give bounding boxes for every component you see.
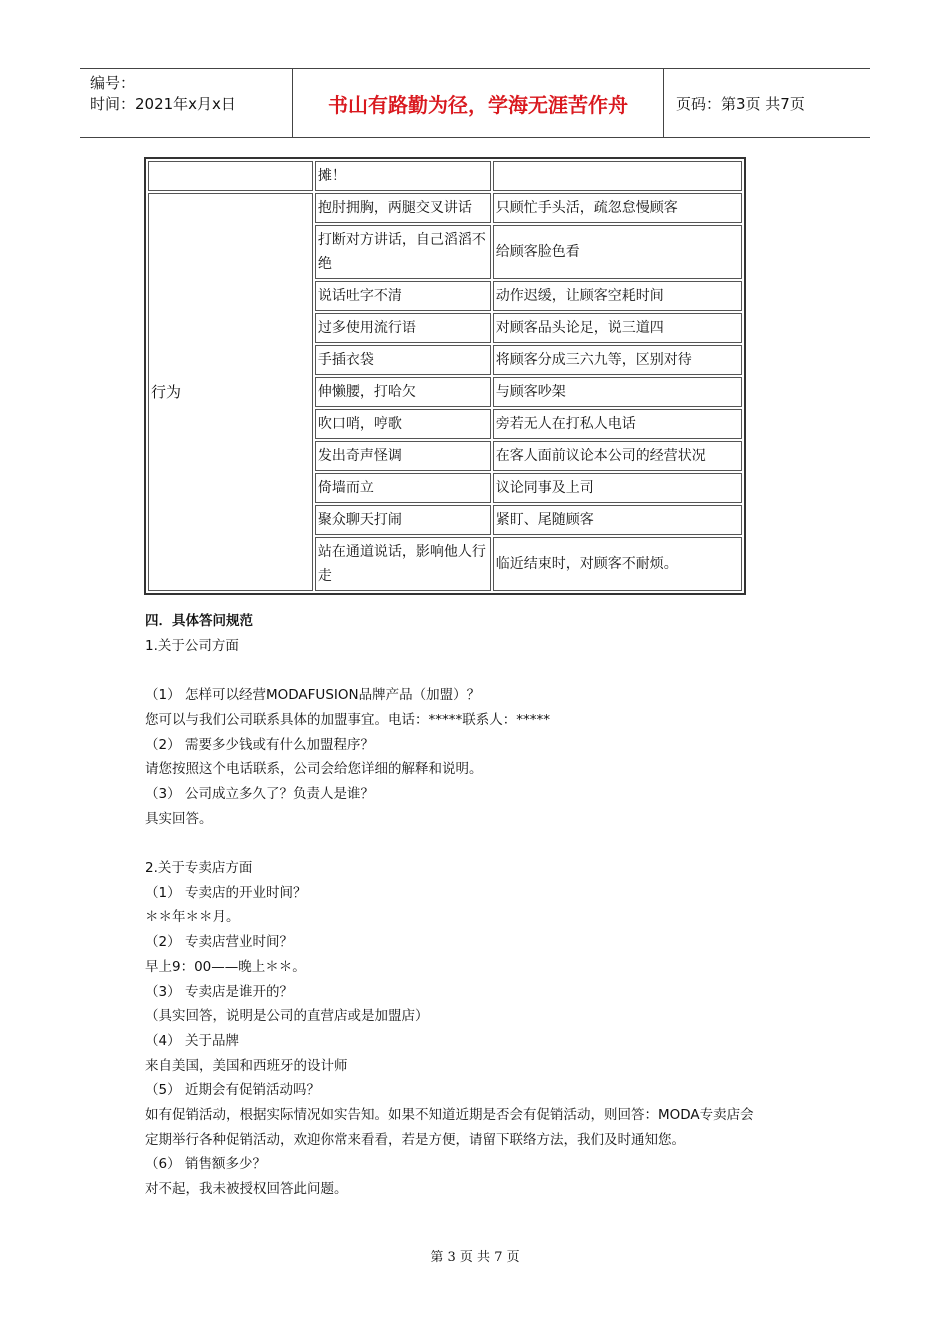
header-motto: 书山有路勤为径，学海无涯苦作舟: [293, 69, 664, 137]
question: [145, 930, 815, 955]
section-title: 四．具体答问规范: [145, 613, 253, 629]
behavior-table: [144, 157, 746, 595]
question-text: 怎样可以经营MODAFUSION品牌产品（加盟）？: [185, 687, 481, 704]
table-cell: 对顾客品头论足，说三道四: [493, 313, 742, 343]
table-cell: 聚众聊天打闹: [315, 505, 491, 535]
part1-title: 1.关于公司方面: [145, 637, 239, 654]
question-number: （5）: [145, 1082, 181, 1099]
question: [145, 1152, 815, 1177]
question: [145, 782, 815, 807]
answer: 早上9：00——晚上＊＊。: [145, 958, 306, 975]
table-cell: 动作迟缓，让顾客空耗时间: [493, 281, 742, 311]
category-cell: 行为: [148, 193, 313, 591]
answer-continued: 定期举行各种促销活动，欢迎你常来看看，若是方便，请留下联络方法，我们及时通知您。: [145, 1131, 685, 1148]
page-footer: 第 3 页 共 7 页: [430, 1250, 520, 1265]
question-number: （1）: [145, 687, 181, 704]
table-cell: 只顾忙手头活，疏忽怠慢顾客: [493, 193, 742, 223]
answer: 请您按照这个电话联系，公司会给您详细的解释和说明。: [145, 761, 483, 778]
question: [145, 1078, 815, 1103]
question: [145, 980, 815, 1005]
table-cell: 抱肘拥胸，两腿交叉讲话: [315, 193, 491, 223]
table-cell: 将顾客分成三六九等，区别对待: [493, 345, 742, 375]
time-label: 时间：2021年x月x日: [90, 95, 236, 113]
spacer: [145, 658, 815, 683]
question-number: （2）: [145, 934, 181, 951]
question: [145, 881, 815, 906]
question-text: 专卖店是谁开的？: [185, 983, 293, 1000]
part2-title: 2.关于专卖店方面: [145, 860, 253, 876]
answer: 如有促销活动，根据实际情况如实告知。如果不知道近期是否会有促销活动，则回答：MODA专卖店会: [145, 1107, 754, 1124]
page-header: [80, 68, 870, 138]
table-cell: 手插衣袋: [315, 345, 491, 375]
answer: 具实回答。: [145, 810, 213, 827]
answer: 您可以与我们公司联系具体的加盟事宜。电话：*****联系人：*****: [145, 711, 550, 728]
qa-section: [145, 609, 815, 1202]
table-cell: 旁若无人在打私人电话: [493, 409, 742, 439]
question-text: 关于品牌: [185, 1032, 239, 1049]
question-number: （2）: [145, 736, 181, 753]
question: [145, 683, 815, 708]
table-cell: 过多使用流行语: [315, 313, 491, 343]
question-text: 近期会有促销活动吗？: [185, 1082, 320, 1099]
table-cell: 给顾客脸色看: [493, 225, 742, 279]
table-cell: 在客人面前议论本公司的经营状况: [493, 441, 742, 471]
question-number: （6）: [145, 1156, 181, 1173]
table-cell: 议论同事及上司: [493, 473, 742, 503]
table-cell: [148, 161, 313, 191]
question-text: 专卖店营业时间？: [185, 934, 293, 951]
table-cell: 紧盯、尾随顾客: [493, 505, 742, 535]
spacer: [145, 831, 815, 856]
table-cell: 说话吐字不清: [315, 281, 491, 311]
question-text: 销售额多少？: [185, 1156, 266, 1173]
question: [145, 1029, 815, 1054]
question-number: （4）: [145, 1032, 181, 1049]
table-cell: 打断对方讲话，自己滔滔不绝: [315, 225, 491, 279]
table-row: [148, 161, 742, 191]
table-cell: 伸懒腰，打哈欠: [315, 377, 491, 407]
header-meta: [80, 69, 293, 137]
table-cell: 摊！: [315, 161, 491, 191]
question: [145, 733, 815, 758]
answer: （具实回答，说明是公司的直营店或是加盟店）: [145, 1008, 429, 1025]
table-cell: 发出奇声怪调: [315, 441, 491, 471]
number-label: 编号：: [90, 74, 136, 92]
question-text: 需要多少钱或有什么加盟程序？: [185, 736, 374, 753]
table-cell: 与顾客吵架: [493, 377, 742, 407]
table-cell: 倚墙而立: [315, 473, 491, 503]
table-row: [148, 193, 742, 223]
answer: 来自美国，美国和西班牙的设计师: [145, 1057, 348, 1074]
question-text: 专卖店的开业时间？: [185, 884, 307, 901]
header-page-label: 页码：第3页 共7页: [676, 94, 805, 113]
answer: ＊＊年＊＊月。: [145, 909, 240, 926]
table-cell: 临近结束时，对顾客不耐烦。: [493, 537, 742, 591]
table-cell: [493, 161, 742, 191]
question-number: （3）: [145, 983, 181, 1000]
question-number: （1）: [145, 884, 181, 901]
table-cell: 站在通道说话，影响他人行走: [315, 537, 491, 591]
table-cell: 吹口哨，哼歌: [315, 409, 491, 439]
answer: 对不起，我未被授权回答此问题。: [145, 1181, 348, 1198]
question-number: （3）: [145, 785, 181, 802]
question-text: 公司成立多久了？负责人是谁？: [185, 785, 374, 802]
